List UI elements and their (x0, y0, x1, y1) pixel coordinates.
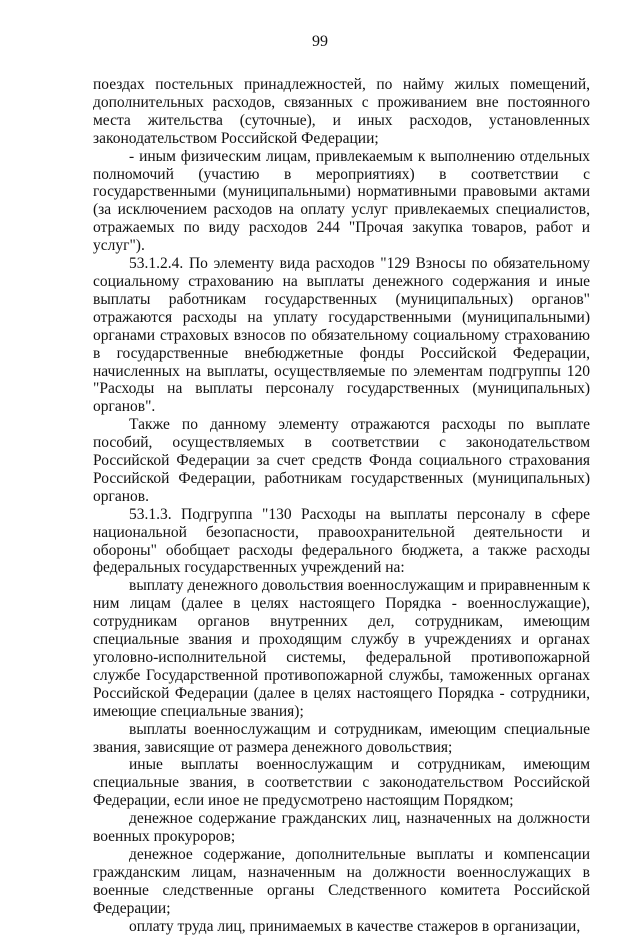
paragraph: - иным физическим лицам, привлекаемым к выполнению отдельных полномочий (участию в мероприятиях) в соответствии с государственными (муниципальными) нормативными правовыми актами (за исключением расходов на оплату услуг привлекаемых специалистов, отражаемых по виду расходов 244 "Прочая закупка товаров, работ и услуг"). (93, 147, 590, 255)
paragraph: денежное содержание, дополнительные выплаты и компенсации гражданским лицам, назначенным на должности военнослужащих в военные следственные органы Следственного комитета Российской Федерации; (93, 845, 590, 917)
paragraph: поездах постельных принадлежностей, по найму жилых помещений, дополнительных расходов, связанных с проживанием вне постоянного места жительства (суточные), и иных расходов, установленных законодательством Российской Федерации; (93, 76, 590, 147)
paragraph: оплату труда лиц, принимаемых в качестве стажеров в организации, (129, 917, 581, 935)
paragraph: выплату денежного довольствия военнослужащим и приравненным к ним лицам (далее в целях настоящего Порядка - военнослужащие), сотрудникам органов внутренних дел, сотрудникам, имеющим специальные звания и проходящим службу в учреждениях и органах уголовно-исполнительной системы, федеральной противопожарной службе Государственной противопожарной службы, таможенных органах Российской Федерации (далее в целях настоящего Порядка - сотрудники, имеющие специальные звания); (93, 577, 590, 720)
document-body (93, 76, 590, 936)
paragraph: 53.1.2.4. По элементу вида расходов "129 Взносы по обязательному социальному страхованию на выплаты денежного содержания и иные выплаты работникам государственных (муниципальных) органов" отражаются расходы на уплату государственными (муниципальными) органами страховых взносов по обязательному социальному страхованию в государственные внебюджетные фонды Российской Федерации, начисленных на выплаты, осуществляемые по элементам подгруппы 120 "Расходы на выплаты персоналу государственных (муниципальных) органов". (93, 255, 590, 416)
paragraph: денежное содержание гражданских лиц, назначенных на должности военных прокуроров; (93, 810, 590, 846)
paragraph: выплаты военнослужащим и сотрудникам, имеющим специальные звания, зависящие от размера денежного довольствия; (93, 720, 590, 756)
paragraph: 53.1.3. Подгруппа "130 Расходы на выплаты персоналу в сфере национальной безопасности, правоохранительной деятельности и обороны" обобщает расходы федерального бюджета, а также расходы федеральных государственных учреждений на: (93, 505, 590, 577)
page-number: 99 (312, 33, 328, 50)
paragraph: Также по данному элементу отражаются расходы по выплате пособий, осуществляемых в соответствии с законодательством Российской Федерации за счет средств Фонда социального страхования Российской Федерации, работникам государственных (муниципальных) органов. (93, 416, 590, 505)
paragraph: иные выплаты военнослужащим и сотрудникам, имеющим специальные звания, в соответствии с законодательством Российской Федерации, если иное не предусмотрено настоящим Порядком; (93, 756, 590, 810)
